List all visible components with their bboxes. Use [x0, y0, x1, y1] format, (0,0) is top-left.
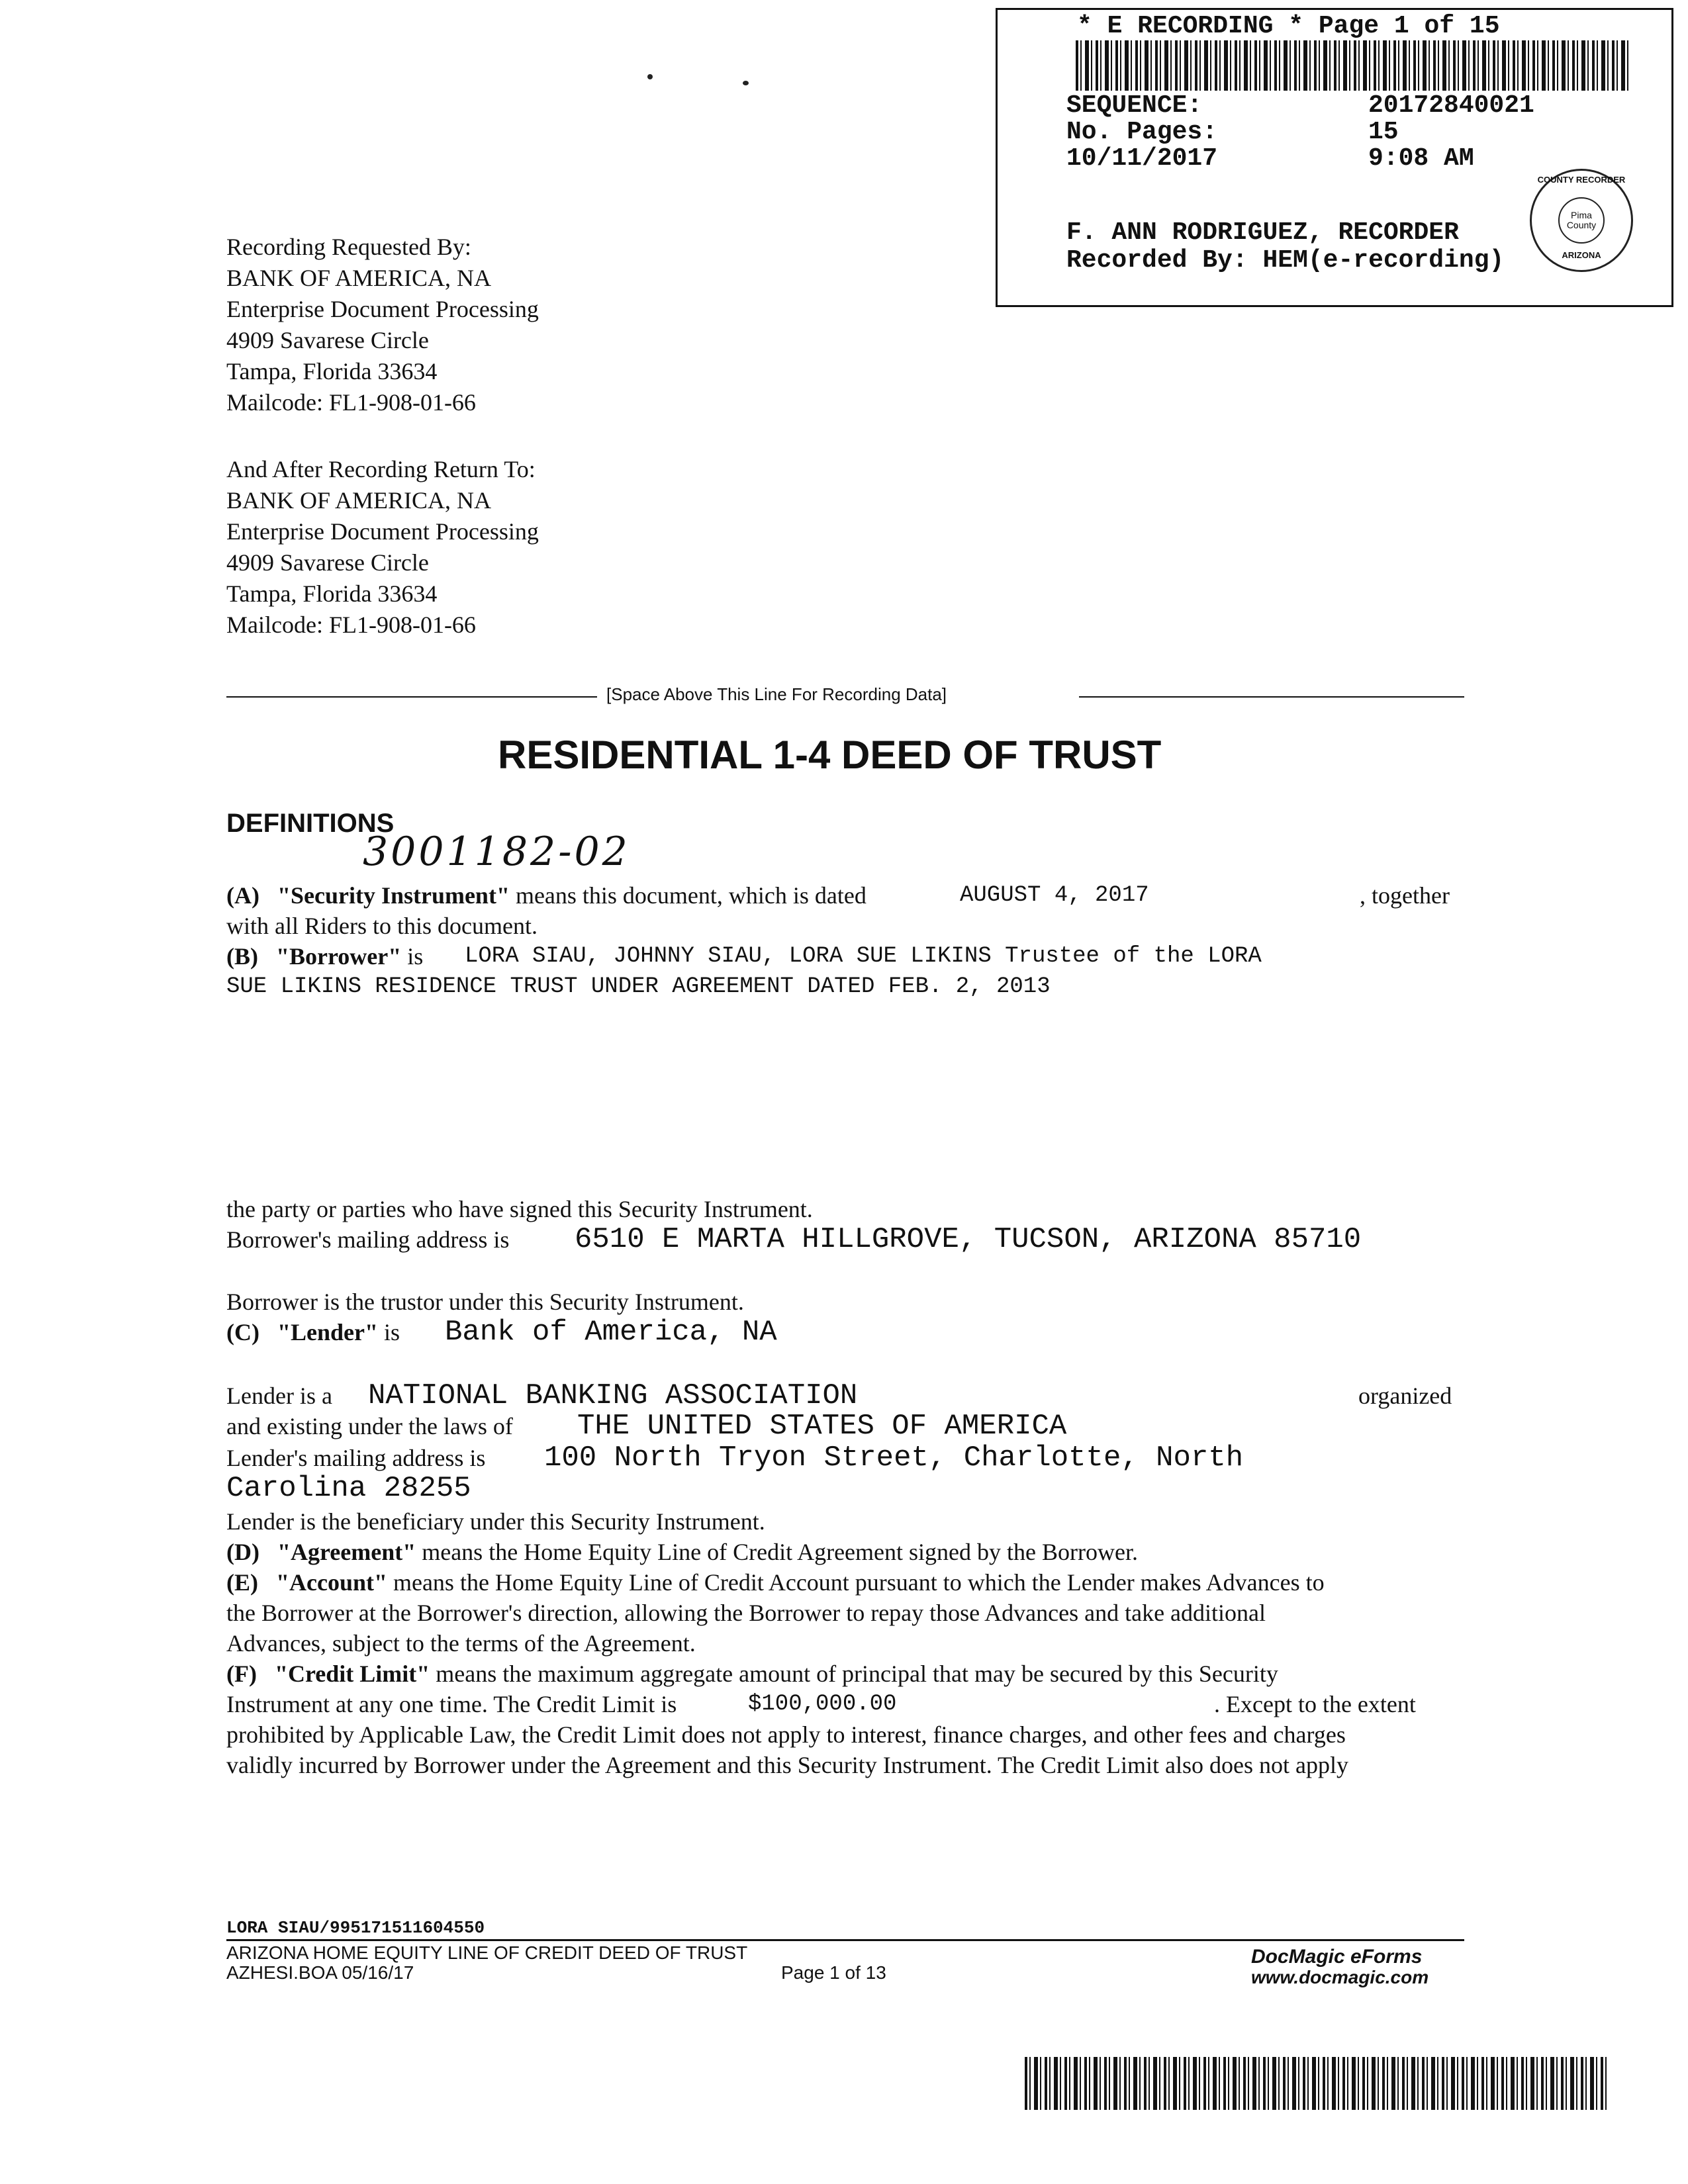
definition-a [226, 880, 867, 911]
scan-speck [743, 81, 749, 85]
recording-stamp [996, 8, 1673, 307]
requested-by-heading: Recording Requested By: [226, 234, 471, 260]
def-c-marker: (C) [226, 1319, 259, 1345]
docmagic-website: www.docmagic.com [1251, 1967, 1429, 1987]
requested-by-line: Enterprise Document Processing [226, 296, 539, 322]
definition-d [226, 1537, 1138, 1568]
stamp-header: * E RECORDING * Page 1 of 15 [1077, 12, 1500, 40]
def-d-term: "Agreement" [277, 1539, 416, 1565]
lender-name: Bank of America, NA [445, 1316, 777, 1349]
stamp-time: 9:08 AM [1368, 144, 1474, 173]
def-a-text: means this document, which is dated [515, 882, 867, 909]
footer-rule [226, 1939, 1464, 1941]
definition-c [226, 1317, 400, 1348]
return-to-line: Tampa, Florida 33634 [226, 580, 438, 607]
def-c-is: is [383, 1319, 400, 1345]
return-to-line: 4909 Savarese Circle [226, 549, 429, 576]
borrower-names-line2: SUE LIKINS RESIDENCE TRUST UNDER AGREEMENT DATED FEB. 2, 2013 [226, 974, 1051, 999]
handwritten-number: 3001182-02 [363, 829, 630, 875]
stamp-recorder: F. ANN RODRIGUEZ, RECORDER [1066, 218, 1459, 247]
def-d-marker: (D) [226, 1539, 259, 1565]
lender-type: NATIONAL BANKING ASSOCIATION [368, 1379, 858, 1412]
loan-identifier: LORA SIAU/995171511604550 [226, 1918, 485, 1938]
stamp-sequence-label: SEQUENCE: [1066, 91, 1203, 120]
recording-data-rule-right [1079, 696, 1464, 698]
lender-address-1: 100 North Tryon Street, Charlotte, North [544, 1441, 1244, 1475]
recording-data-rule-left [226, 696, 597, 698]
stamp-pages-value: 15 [1368, 118, 1399, 146]
def-f-line3: prohibited by Applicable Law, the Credit Limit does not apply to interest, finance charges, and other fees and charges [226, 1721, 1346, 1748]
definition-f [226, 1659, 1278, 1690]
return-to [226, 454, 539, 641]
lender-laws: THE UNITED STATES OF AMERICA [577, 1410, 1067, 1443]
space-above-label: [Space Above This Line For Recording Data] [606, 684, 947, 704]
return-to-line: Enterprise Document Processing [226, 518, 539, 545]
stamp-pages-label: No. Pages: [1066, 118, 1218, 146]
definition-b [226, 941, 423, 972]
lender-address-label: Lender's mailing address is [226, 1445, 486, 1471]
security-instrument-date: AUGUST 4, 2017 [960, 883, 1149, 908]
requested-by-line: Mailcode: FL1-908-01-66 [226, 389, 476, 416]
page-number: Page 1 of 13 [781, 1962, 886, 1983]
borrower-names-line1: LORA SIAU, JOHNNY SIAU, LORA SUE LIKINS Trustee of the LORA [465, 944, 1262, 969]
borrower-trustor: Borrower is the trustor under this Security Instrument. [226, 1289, 744, 1315]
def-a-term: "Security Instrument" [277, 882, 510, 909]
def-c-term: "Lender" [277, 1319, 378, 1345]
def-f-line1: means the maximum aggregate amount of principal that may be secured by this Security [436, 1661, 1278, 1687]
lender-is-label: Lender is a [226, 1383, 332, 1409]
requested-by-line: Tampa, Florida 33634 [226, 358, 438, 385]
return-to-heading: And After Recording Return To: [226, 456, 536, 482]
definitions-heading: DEFINITIONS [226, 809, 395, 838]
borrower-address: 6510 E MARTA HILLGROVE, TUCSON, ARIZONA 85710 [575, 1223, 1362, 1256]
party-text: the party or parties who have signed this Security Instrument. [226, 1196, 813, 1222]
return-to-line: Mailcode: FL1-908-01-66 [226, 612, 476, 638]
def-e-line2: the Borrower at the Borrower's direction, allowing the Borrower to repay those Advances and take additional [226, 1600, 1266, 1626]
credit-limit-amount: $100,000.00 [748, 1692, 897, 1717]
def-b-marker: (B) [226, 943, 258, 970]
borrower-address-label: Borrower's mailing address is [226, 1226, 510, 1253]
stamp-barcode [1076, 40, 1632, 91]
def-e-line1: means the Home Equity Line of Credit Account pursuant to which the Lender makes Advances to [393, 1569, 1325, 1596]
seal-center [1558, 197, 1605, 244]
lender-address-2: Carolina 28255 [226, 1472, 471, 1505]
def-a-marker: (A) [226, 882, 259, 909]
docmagic-brand: DocMagic eForms [1251, 1946, 1423, 1968]
def-b-is: is [407, 943, 424, 970]
form-code: AZHESI.BOA 05/16/17 [226, 1962, 414, 1983]
def-e-marker: (E) [226, 1569, 258, 1596]
def-d-text: means the Home Equity Line of Credit Agreement signed by the Borrower. [422, 1539, 1138, 1565]
def-f-marker: (F) [226, 1661, 257, 1687]
seal-bottom-text: ARIZONA [1562, 250, 1601, 260]
stamp-sequence-value: 20172840021 [1368, 91, 1534, 120]
document-barcode [1025, 2057, 1607, 2110]
requested-by-line: BANK OF AMERICA, NA [226, 265, 492, 291]
seal-center-text: Pima County [1566, 210, 1597, 230]
lender-beneficiary: Lender is the beneficiary under this Security Instrument. [226, 1508, 765, 1535]
def-f-line4: validly incurred by Borrower under the Agreement and this Security Instrument. The Credit Limit also does not apply [226, 1752, 1348, 1778]
definition-e [226, 1567, 1325, 1598]
requested-by-line: 4909 Savarese Circle [226, 327, 429, 353]
form-title: ARIZONA HOME EQUITY LINE OF CREDIT DEED OF TRUST [226, 1942, 748, 1963]
stamp-recorded-by: Recorded By: HEM(e-recording) [1066, 246, 1505, 275]
def-f-line2-post: . Except to the extent [1214, 1691, 1416, 1717]
def-f-line2-pre: Instrument at any one time. The Credit Limit is [226, 1691, 677, 1717]
def-f-term: "Credit Limit" [274, 1661, 430, 1687]
return-to-line: BANK OF AMERICA, NA [226, 487, 492, 514]
document-title: RESIDENTIAL 1-4 DEED OF TRUST [498, 733, 1162, 777]
county-seal [1530, 169, 1633, 272]
organized-text: organized [1358, 1383, 1452, 1409]
seal-top-text: COUNTY RECORDER [1537, 175, 1626, 185]
def-e-line3: Advances, subject to the terms of the Agreement. [226, 1630, 696, 1657]
def-a-line2: with all Riders to this document. [226, 913, 538, 939]
existing-label: and existing under the laws of [226, 1413, 513, 1439]
def-e-term: "Account" [276, 1569, 387, 1596]
recording-requested-by [226, 232, 539, 418]
def-b-term: "Borrower" [276, 943, 402, 970]
def-a-together: , together [1360, 882, 1450, 909]
scan-speck [647, 74, 653, 79]
stamp-date: 10/11/2017 [1066, 144, 1218, 173]
